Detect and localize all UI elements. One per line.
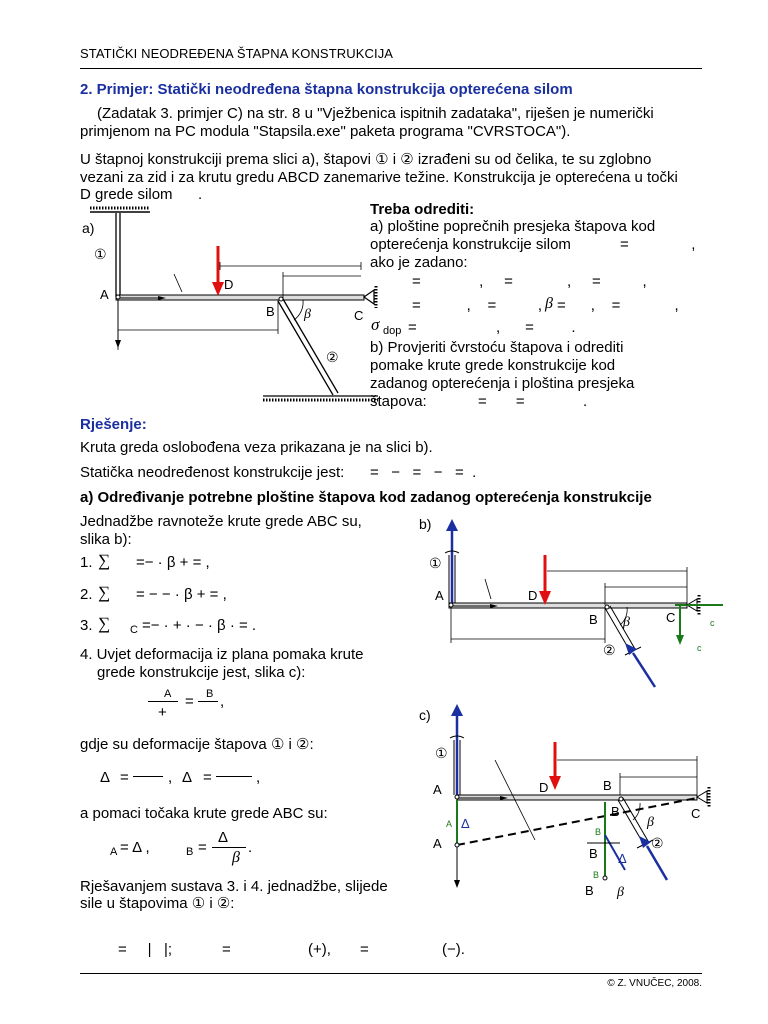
rjesenje-eq: = − = − = .: [370, 464, 477, 481]
eq1-body: =− · β + = ,: [136, 554, 210, 571]
fig-b-C: C: [666, 610, 676, 625]
fig-a-A: A: [100, 287, 109, 302]
header-rule: [80, 68, 702, 69]
result-1: = | |;: [118, 941, 173, 958]
beam-b: [449, 603, 687, 608]
figure-a: [78, 200, 378, 410]
ub-delta: Δ: [218, 829, 229, 846]
ub-eq: =: [198, 839, 207, 856]
eq3-num: 3.: [80, 617, 93, 634]
beam-c: [457, 795, 697, 800]
delta2-frac: [216, 776, 252, 777]
ua-eq: = Δ ,: [120, 839, 150, 856]
frac-top-b: B: [206, 688, 214, 700]
rjesenje-title: Rješenje:: [80, 416, 147, 433]
result-2-sign: (+),: [308, 941, 331, 958]
intro-line-1: (Zadatak 3. primjer C) na str. 8 u "Vježbenica ispitnih zadataka", riješen je numerički: [97, 105, 654, 122]
frac-comma: ,: [220, 693, 225, 710]
joint-b: [279, 297, 283, 301]
fig-c-A2: A: [433, 836, 442, 851]
fig-a-bar1: ①: [94, 246, 107, 262]
treba-eq-a: = ,: [620, 236, 696, 253]
treba-given-4: = , = .: [408, 319, 576, 336]
fig-c-beta: β: [647, 815, 654, 830]
treba-a3: ako je zadano:: [370, 254, 468, 271]
pomaci-line: a pomaci točaka krute grede ABC su:: [80, 805, 328, 822]
eq3-sum: ∑: [98, 614, 111, 633]
eq1-sum: ∑: [98, 551, 111, 570]
fig-c-B4: B: [585, 883, 594, 898]
para-dot: .: [198, 186, 203, 203]
gdje-line: gdje su deformacije štapova ① i ②:: [80, 736, 314, 753]
fig-a-C: C: [354, 308, 364, 323]
eq-intro-2: slika b):: [80, 531, 132, 548]
ua-sub: A: [110, 846, 118, 858]
treba-b1: b) Provjeriti čvrstoću štapova i odrediti: [370, 339, 624, 356]
delta2: Δ: [182, 769, 193, 786]
delta2-eq: =: [203, 769, 212, 786]
eq2-sum: ∑: [98, 583, 111, 602]
eq-intro-1: Jednadžbe ravnoteže krute grede ABC su,: [80, 513, 362, 530]
treba-b3: zadanog opterećenja i ploština presjeka: [370, 375, 635, 392]
deform-line-1: 4. Uvjet deformacija iz plana pomaka krute: [80, 646, 364, 663]
section-heading: 2. Primjer: Statički neodređena štapna konstrukcija opterećena silom: [80, 81, 573, 98]
fig-c-D: D: [539, 780, 549, 795]
force-f-arrow-b: [539, 555, 551, 605]
fig-c-bar1: ①: [435, 745, 448, 761]
fig-a-bar2: ②: [326, 349, 339, 365]
treba-b4-eq: = = .: [478, 393, 588, 410]
fig-c-C: C: [691, 806, 701, 821]
fig-c-delta-b: Δ: [618, 851, 627, 866]
fig-b-A: A: [435, 588, 444, 603]
frac-bar-left: [148, 701, 178, 702]
reaction-bar2: [625, 643, 655, 687]
reaction-up-a-c: [451, 704, 463, 795]
intro-line-2: primjenom na PC modula "Stapsila.exe" paketa programa "CVRSTOCA").: [80, 123, 571, 140]
running-header: STATIČKI NEODREĐENA ŠTAPNA KONSTRUKCIJA: [80, 46, 394, 61]
sigma-sub: dop: [383, 325, 402, 337]
figure-c: [415, 700, 725, 905]
force-f-arrow: [212, 246, 224, 296]
support-c-c: [697, 787, 709, 807]
treba-given-2: = , = ,: [412, 297, 543, 314]
force-f-arrow-c: [549, 742, 561, 790]
fig-b-bar2: ②: [603, 642, 616, 658]
dimension-lines: [118, 262, 364, 350]
fig-b-c2: c: [697, 643, 702, 653]
result-2: =: [222, 941, 231, 958]
ub-frac: [212, 847, 246, 848]
fig-a-beta: β: [304, 307, 311, 322]
fig-c-B3: B: [589, 846, 598, 861]
para-line-3: D grede silom: [80, 186, 173, 203]
fig-b-beta: β: [623, 615, 630, 630]
bottom-ground: [263, 396, 378, 400]
fig-b-bar1: ①: [429, 555, 442, 571]
rjes-line-2: sile u štapovima ① i ②:: [80, 895, 235, 912]
fig-c-green-b: B: [595, 827, 602, 837]
top-wall: [90, 208, 150, 212]
fig-b-B: B: [589, 612, 598, 627]
support-c: [364, 286, 376, 308]
ub-dot: .: [248, 839, 253, 856]
treba-b2: pomake krute grede konstrukcije kod: [370, 357, 616, 374]
treba-beta: β: [545, 295, 553, 312]
fig-b-c1: c: [710, 618, 715, 628]
ub-sub: B: [186, 846, 194, 858]
treba-given-3: = , = ,: [557, 297, 679, 314]
deform-line-2: grede konstrukcije jest, slika c):: [97, 664, 306, 681]
treba-title: Treba odrediti:: [370, 201, 475, 218]
treba-a2: opterećenja konstrukcije silom: [370, 236, 571, 253]
para-line-2: vezani za zid i za krutu gredu ABCD zanemarive težine. Konstrukcija je opterećena u točki: [80, 169, 678, 186]
treba-b4: štapova:: [370, 393, 427, 410]
frac-eq: =: [185, 693, 194, 710]
eq1-num: 1.: [80, 554, 93, 571]
fig-c-label: c): [419, 707, 431, 723]
frac-top-a: A: [164, 688, 172, 700]
arrow-down-a-c: [454, 845, 460, 888]
rjesenje-line-2: Statička neodređenost konstrukcije jest:: [80, 464, 345, 481]
eq3-body: =− · + · − · β · = .: [142, 617, 257, 634]
joint-a: [116, 295, 120, 299]
fig-c-delta-a: Δ: [461, 816, 470, 831]
eq3-sub-c: C: [130, 624, 138, 636]
reaction-c-vertical: [676, 605, 684, 645]
fig-c-green-a: A: [446, 819, 453, 829]
fig-a-label: a): [82, 220, 95, 236]
part-a-heading: a) Određivanje potrebne ploštine štapova kod zadanog opterećenja konstrukcije: [80, 489, 652, 506]
fig-b-D: D: [528, 588, 538, 603]
fig-c-bar2: ②: [651, 835, 664, 851]
sigma-symbol: σ: [371, 315, 380, 334]
result-3-sign: (−).: [442, 941, 465, 958]
footer-copyright: © Z. VNUČEC, 2008.: [607, 978, 702, 989]
footer-rule: [80, 973, 702, 974]
fig-a-D: D: [224, 277, 234, 292]
delta1: Δ: [100, 769, 111, 786]
delta1-frac: [133, 776, 163, 777]
fig-c-green-b2: B: [593, 870, 600, 880]
rjesenje-line-1: Kruta greda oslobođena veza prikazana je na slici b).: [80, 439, 433, 456]
delta2-comma: ,: [256, 769, 261, 786]
eq2-body: = − − · β + = ,: [136, 586, 227, 603]
fig-c-beta2: β: [617, 885, 624, 900]
frac-plus: +: [158, 704, 167, 721]
result-3: =: [360, 941, 369, 958]
fig-c-A: A: [433, 782, 442, 797]
figure-b: [415, 515, 725, 695]
arrow-down-a: [115, 300, 121, 348]
eq2-num: 2.: [80, 586, 93, 603]
reaction-up-a: [446, 519, 458, 605]
delta1-eq: =: [120, 769, 129, 786]
para-line-1: U štapnoj konstrukciji prema slici a), štapovi ① i ② izrađeni su od čelika, te su zglobno: [80, 151, 652, 168]
fig-b-label: b): [419, 516, 432, 532]
fig-c-B: B: [603, 778, 612, 793]
frac-bar-right: [198, 701, 218, 702]
bar-1: [116, 213, 120, 297]
delta-sep: ,: [168, 769, 173, 786]
support-c-b: [675, 595, 723, 615]
fig-a-B: B: [266, 304, 275, 319]
rjes-line-1: Rješavanjem sustava 3. i 4. jednadžbe, slijede: [80, 878, 388, 895]
treba-given-1: = , = , = ,: [412, 273, 647, 290]
beam-abcd: [116, 295, 364, 300]
fig-c-B2: B: [611, 804, 620, 819]
ub-beta: β: [232, 849, 240, 866]
treba-a1: a) ploštine poprečnih presjeka štapova kod: [370, 218, 656, 235]
